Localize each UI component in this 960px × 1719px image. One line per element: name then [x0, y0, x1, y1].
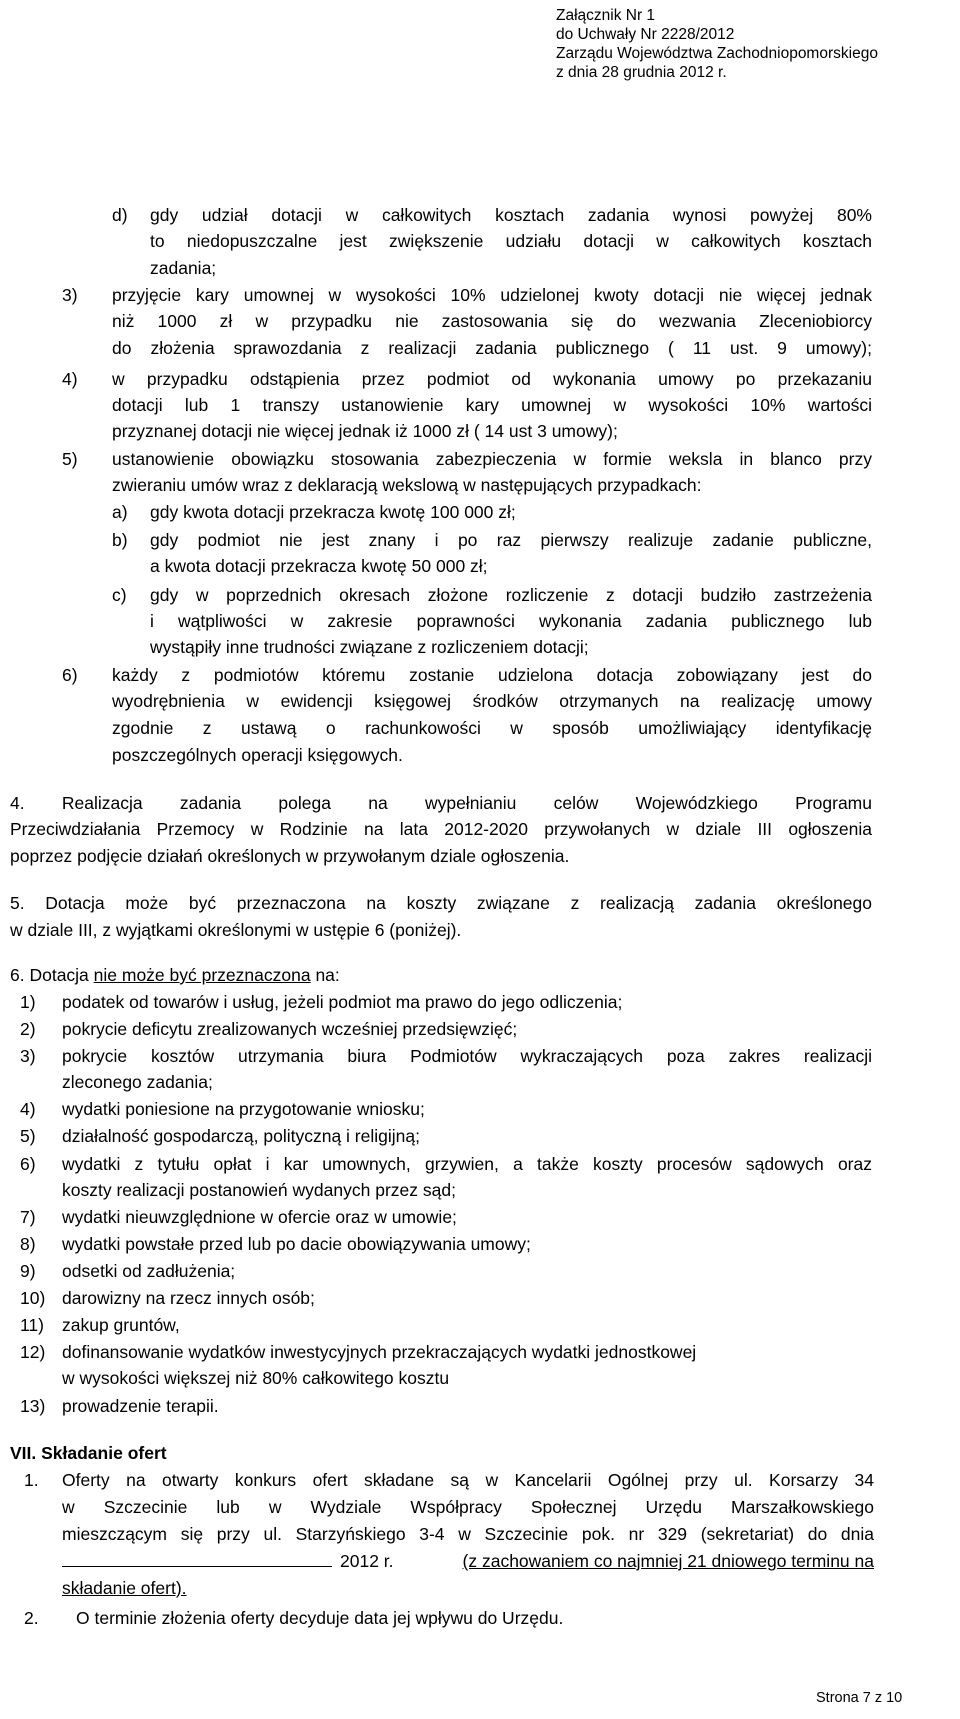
list-item-number: 4) — [20, 1099, 36, 1119]
item-5b-line: a kwota dotacji przekracza kwotę 50 000 zł; — [150, 556, 488, 576]
section-item-line — [62, 1548, 874, 1575]
list-item-number: 2) — [20, 1019, 36, 1039]
item-5a-line: gdy kwota dotacji przekracza kwotę 100 000 zł; — [150, 502, 516, 522]
item-label: 5) — [62, 449, 78, 469]
header-line: z dnia 28 grudnia 2012 r. — [556, 64, 727, 81]
item-6-line: poszczególnych operacji księgowych. — [112, 745, 403, 765]
item-5-line: ustanowienie obowiązku stosowania zabezpieczenia w formie weksla in blanco przy — [112, 449, 872, 469]
attachment-header — [556, 6, 878, 82]
list-item: działalność gospodarczą, polityczną i religijną; — [62, 1126, 420, 1146]
item-3-line: niż 1000 zł w przypadku nie zastosowania się do wezwania Zleceniobiorcy — [112, 311, 872, 331]
list-item: wydatki poniesione na przygotowanie wniosku; — [62, 1099, 425, 1119]
list-item-number: 8) — [20, 1234, 36, 1254]
item-4-line: przyznanej dotacji nie więcej jednak iż 1000 zł ( 14 ust 3 umowy); — [112, 421, 618, 441]
list-item: wydatki nieuwzględnione w ofercie oraz w umowie; — [62, 1207, 457, 1227]
list-item: koszty realizacji postanowień wydanych przez sąd; — [62, 1180, 456, 1200]
list-item-number: 11) — [20, 1315, 44, 1335]
list-item-number: 1) — [20, 992, 36, 1012]
item-label: d) — [112, 205, 128, 225]
section-item-line: mieszczącym się przy ul. Starzyńskiego 3-4 w Szczecinie pok. nr 329 (sekretariat) do dnia — [62, 1524, 874, 1544]
list-item: podatek od towarów i usług, jeżeli podmiot ma prawo do jego odliczenia; — [62, 992, 623, 1012]
date-blank-line — [62, 1552, 332, 1567]
list-item-number: 13) — [20, 1396, 46, 1416]
list-item: w wysokości większej niż 80% całkowitego kosztu — [62, 1368, 450, 1388]
paragraph-6-intro — [10, 962, 340, 989]
list-item-number: 10) — [20, 1288, 46, 1308]
list-item-number: 1. — [24, 1470, 39, 1490]
list-item-number: 6) — [20, 1154, 36, 1174]
underlined-text: (z zachowaniem co najmniej 21 dniowego terminu na — [462, 1551, 874, 1571]
item-4-line: w przypadku odstąpienia przez podmiot od wykonania umowy po przekazaniu — [112, 369, 872, 389]
underlined-text: składanie ofert). — [62, 1578, 187, 1598]
item-6-line: wyodrębnienia w ewidencji księgowej środków otrzymanych na realizację umowy — [112, 691, 872, 711]
header-line: do Uchwały Nr 2228/2012 — [556, 26, 735, 43]
list-item-number: 2. — [24, 1608, 39, 1628]
item-5c-line: wystąpiły inne trudności związane z rozliczeniem dotacji; — [150, 637, 589, 657]
item-label: b) — [112, 530, 128, 550]
list-item: odsetki od zadłużenia; — [62, 1261, 236, 1281]
paragraph-4-line: Przeciwdziałania Przemocy w Rodzinie na lata 2012-2020 przywołanych w dziale III ogłoszenia — [10, 819, 872, 839]
section-item-line: w Szczecinie lub w Wydziale Współpracy Społecznej Urzędu Marszałkowskiego — [62, 1497, 874, 1517]
item-3-line: przyjęcie kary umownej w wysokości 10% udzielonej kwoty dotacji nie więcej jednak — [112, 285, 872, 305]
item-label: c) — [112, 585, 127, 605]
item-6-line: każdy z podmiotów któremu zostanie udzielona dotacja zobowiązany jest do — [112, 665, 872, 685]
paragraph-5-line: w dziale III, z wyjątkami określonymi w ustępie 6 (poniżej). — [10, 920, 462, 940]
item-label: a) — [112, 502, 128, 522]
list-item-number: 7) — [20, 1207, 36, 1227]
list-item-number: 5) — [20, 1126, 36, 1146]
list-item: wydatki powstałe przed lub po dacie obowiązywania umowy; — [62, 1234, 531, 1254]
item-d-line: gdy udział dotacji w całkowitych kosztach zadania wynosi powyżej 80% — [150, 205, 872, 225]
item-6-line: zgodnie z ustawą o rachunkowości w sposób umożliwiający identyfikację — [112, 718, 872, 738]
list-item-number: 12) — [20, 1342, 46, 1362]
item-d-line: zadania; — [150, 258, 217, 278]
item-label: 4) — [62, 369, 78, 389]
list-item: darowizny na rzecz innych osób; — [62, 1288, 315, 1308]
list-item: zleconego zadania; — [62, 1072, 213, 1092]
item-5c-line: i wątpliwości w zakresie poprawności wykonania zadania publicznego lub — [150, 611, 872, 631]
list-item-number: 9) — [20, 1261, 36, 1281]
item-label: 3) — [62, 285, 78, 305]
year-text: 2012 r. — [340, 1551, 394, 1571]
section-heading: VII. Składanie ofert — [10, 1443, 167, 1463]
item-5c-line: gdy w poprzednich okresach złożone rozliczenie z dotacji budziło zastrzeżenia — [150, 585, 872, 605]
list-item-number: 3) — [20, 1046, 36, 1066]
header-line: Zarządu Województwa Zachodniopomorskiego — [556, 45, 878, 62]
list-item: zakup gruntów, — [62, 1315, 180, 1335]
section-item-line: Oferty na otwarty konkurs ofert składane są w Kancelarii Ogólnej przy ul. Korsarzy 34 — [62, 1470, 874, 1490]
list-item: pokrycie kosztów utrzymania biura Podmiotów wykraczających poza zakres realizacji — [62, 1046, 872, 1066]
item-4-line: dotacji lub 1 transzy ustanowienie kary umownej w wysokości 10% wartości — [112, 395, 872, 415]
section-item-line: O terminie złożenia oferty decyduje data jej wpływu do Urzędu. — [76, 1608, 564, 1628]
paragraph-4-line: poprzez podjęcie działań określonych w przywołanym dziale ogłoszenia. — [10, 846, 570, 866]
item-5-line: zwieraniu umów wraz z deklaracją wekslową w następujących przypadkach: — [112, 475, 702, 495]
paragraph-5-line: 5. Dotacja może być przeznaczona na koszty związane z realizacją zadania określonego — [10, 893, 872, 913]
list-item: wydatki z tytułu opłat i kar umownych, grzywien, a także koszty procesów sądowych oraz — [62, 1154, 872, 1174]
item-3-line: do złożenia sprawozdania z realizacji zadania publicznego ( 11 ust. 9 umowy); — [112, 338, 872, 358]
list-item: prowadzenie terapii. — [62, 1396, 219, 1416]
list-item: pokrycie deficytu zrealizowanych wcześniej przedsięwzięć; — [62, 1019, 518, 1039]
paragraph-4-line: 4. Realizacja zadania polega na wypełnianiu celów Wojewódzkiego Programu — [10, 793, 872, 813]
item-label: 6) — [62, 665, 78, 685]
item-5b-line: gdy podmiot nie jest znany i po raz pierwszy realizuje zadanie publiczne, — [150, 530, 872, 550]
intro-suffix: na: — [310, 965, 340, 985]
intro-underlined: nie może być przeznaczona — [93, 965, 311, 985]
item-d-line: to niedopuszczalne jest zwiększenie udziału dotacji w całkowitych kosztach — [150, 231, 872, 251]
page-number: Strona 7 z 10 — [816, 1690, 903, 1706]
header-line: Załącznik Nr 1 — [556, 7, 656, 24]
list-item: dofinansowanie wydatków inwestycyjnych przekraczających wydatki jednostkowej — [62, 1342, 697, 1362]
intro-prefix: 6. Dotacja — [10, 965, 94, 985]
